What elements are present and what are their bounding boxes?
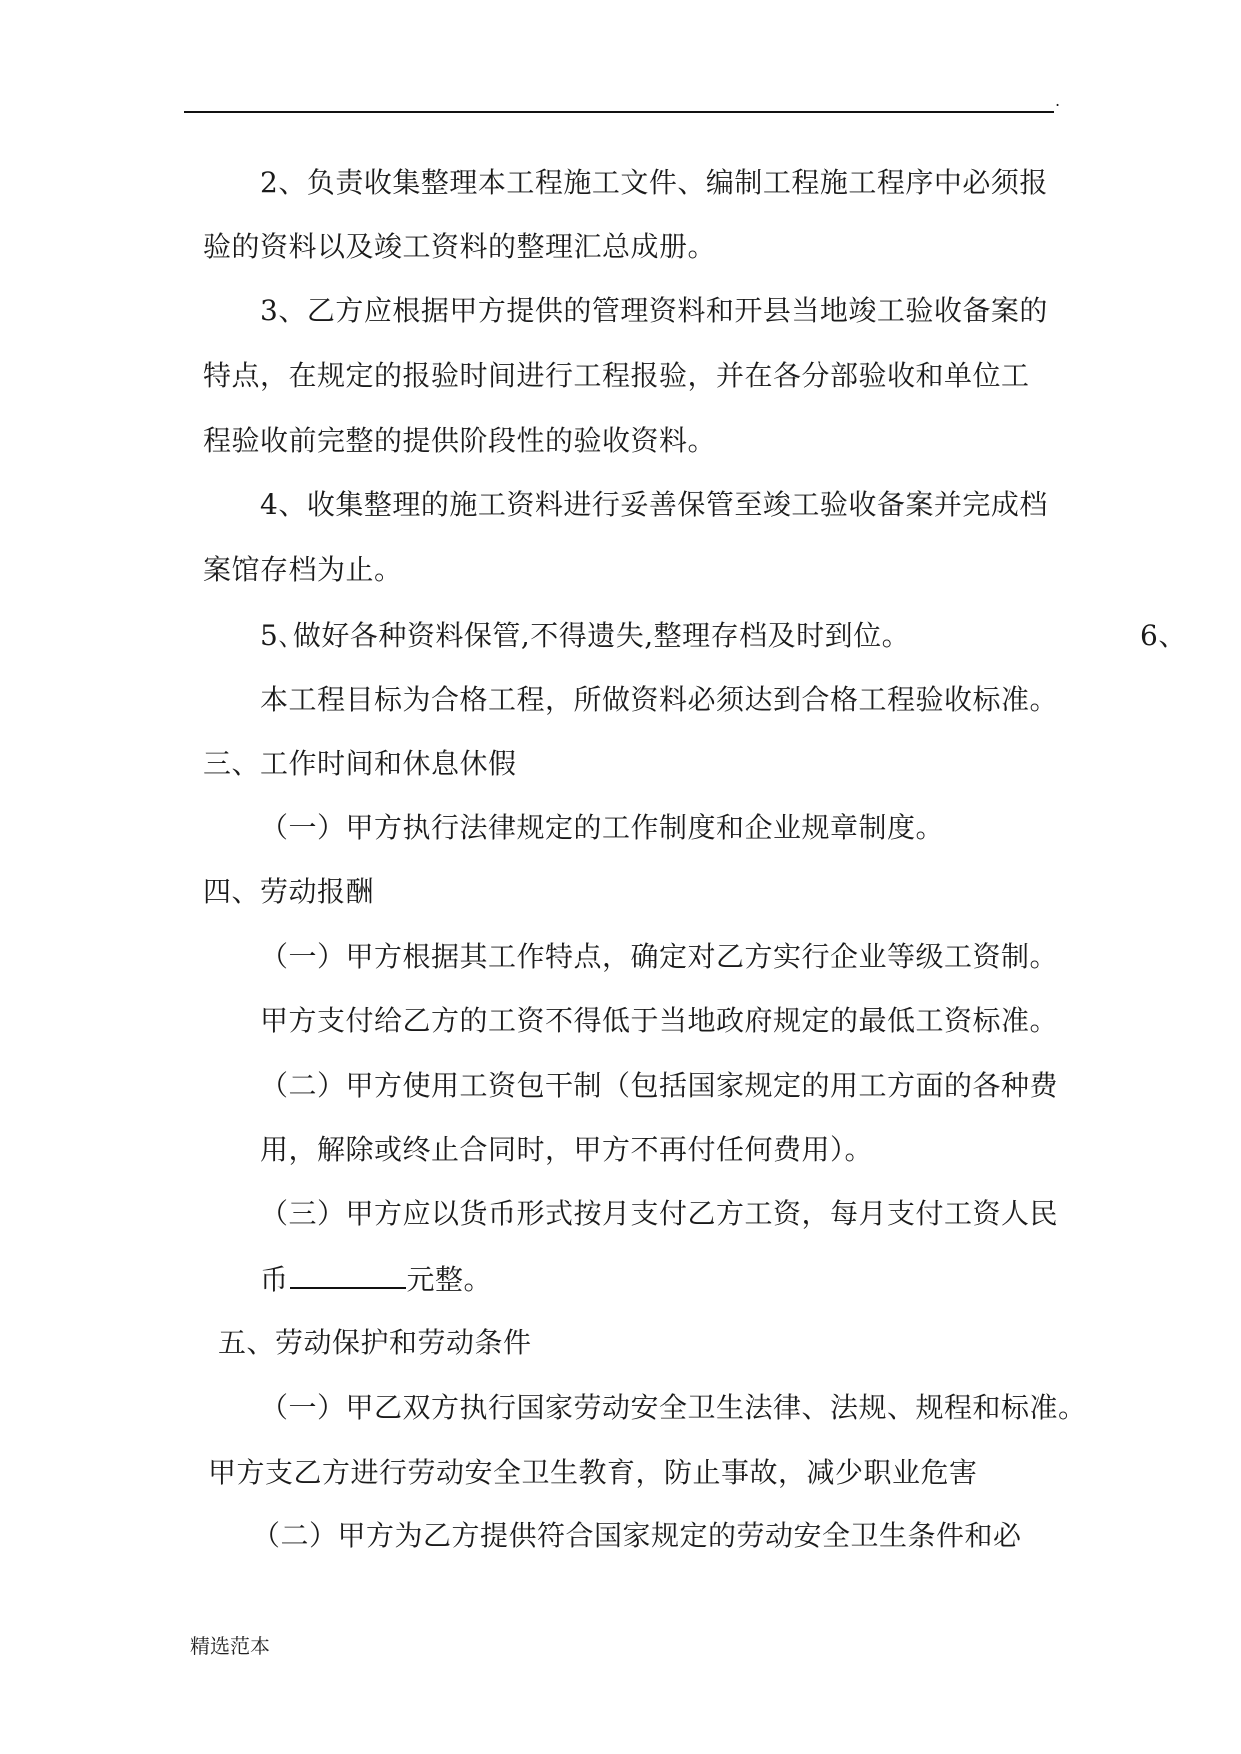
section-heading: 五、劳动保护和劳动条件	[218, 1326, 532, 1359]
header-dot: .	[1055, 91, 1061, 110]
currency-label: 币	[260, 1263, 289, 1296]
header-rule	[184, 111, 1054, 113]
paragraph-line: 5､做好各种资料保管,不得遗失,整理存档及时到位。	[260, 619, 911, 652]
paragraph-line: （一）甲方执行法律规定的工作制度和企业规章制度。	[260, 811, 945, 844]
paragraph-line: 验的资料以及竣工资料的整理汇总成册。	[203, 230, 717, 263]
paragraph-line: 甲方支付给乙方的工资不得低于当地政府规定的最低工资标准。	[260, 1004, 1059, 1037]
paragraph-line: （二）甲方使用工资包干制（包括国家规定的用工方面的各种费	[260, 1069, 1059, 1102]
currency-suffix: 元整。	[406, 1263, 493, 1296]
paragraph-line: 4、收集整理的施工资料进行妥善保管至竣工验收备案并完成档	[260, 488, 1048, 521]
section-heading: 三、工作时间和休息休假	[203, 747, 517, 780]
paragraph-line: （一）甲乙双方执行国家劳动安全卫生法律、法规、规程和标准。	[260, 1391, 1087, 1424]
paragraph-line: 程验收前完整的提供阶段性的验收资料。	[203, 424, 717, 457]
paragraph-line: 特点，在规定的报验时间进行工程报验，并在各分部验收和单位工	[203, 359, 1030, 392]
paragraph-line: 3、乙方应根据甲方提供的管理资料和开县当地竣工验收备案的	[260, 294, 1048, 327]
item-number: 6、	[1140, 619, 1187, 652]
blank-underline	[290, 1261, 406, 1289]
paragraph-line: （二）甲方为乙方提供符合国家规定的劳动安全卫生条件和必	[252, 1519, 1022, 1552]
paragraph-line: 用，解除或终止合同时，甲方不再付任何费用）。	[260, 1133, 874, 1166]
paragraph-line: 甲方支乙方进行劳动安全卫生教育，防止事故，减少职业危害	[208, 1456, 978, 1489]
paragraph-line: 2、负责收集整理本工程施工文件、编制工程施工程序中必须报	[260, 166, 1048, 199]
paragraph-line: 案馆存档为止。	[203, 553, 403, 586]
paragraph-line: （一）甲方根据其工作特点，确定对乙方实行企业等级工资制。	[260, 940, 1059, 973]
paragraph-line	[260, 1261, 492, 1298]
paragraph-line: （三）甲方应以货币形式按月支付乙方工资，每月支付工资人民	[260, 1197, 1059, 1230]
footer-text: 精选范本	[190, 1634, 270, 1658]
section-heading: 四、劳动报酬	[203, 875, 375, 908]
paragraph-line: 本工程目标为合格工程，所做资料必须达到合格工程验收标准。	[260, 683, 1059, 716]
